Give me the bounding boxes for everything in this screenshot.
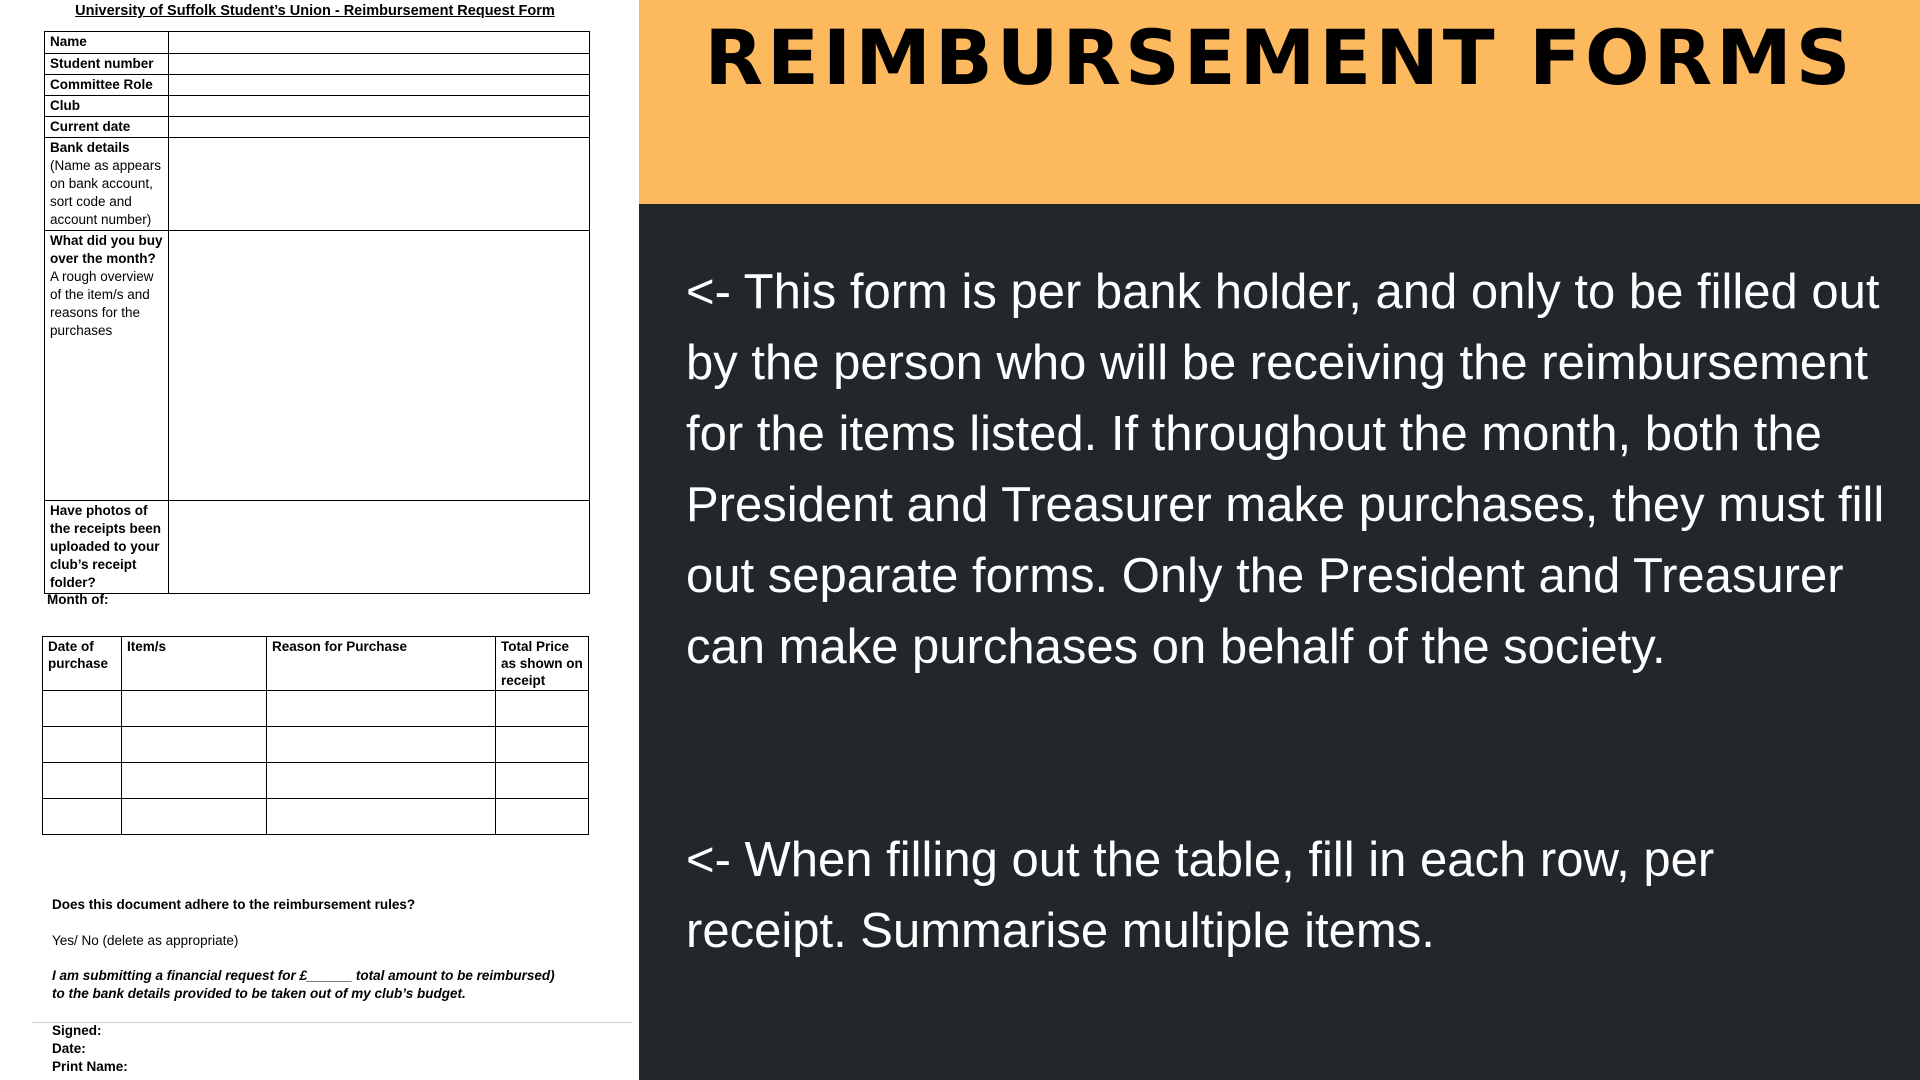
month-label: Month of: — [47, 592, 109, 607]
purchase-cell — [267, 763, 496, 799]
financial-request-line-1: I am submitting a financial request for £______ total amount to be reimbursed) — [52, 968, 555, 983]
purchase-header-date: Date of purchase — [43, 637, 122, 691]
field-label-purchases-overview: What did you buy over the month? A rough overview of the item/s and reasons for the purchases — [45, 231, 169, 501]
field-value-current-date — [169, 117, 590, 138]
signature-block — [52, 1022, 128, 1076]
financial-request-line-2: to the bank details provided to be taken out of my club’s budget. — [52, 986, 466, 1001]
field-value-committee-role — [169, 75, 590, 96]
purchase-cell — [43, 799, 122, 835]
field-label-name: Name — [45, 32, 169, 54]
purchase-table — [42, 636, 589, 835]
field-value-receipt-photos — [169, 501, 590, 594]
field-label-bank-details: Bank details (Name as appears on bank account, sort code and account number) — [45, 138, 169, 231]
purchase-cell — [496, 763, 589, 799]
purchase-cell — [267, 799, 496, 835]
purchase-cell — [122, 727, 267, 763]
purchase-row — [43, 691, 589, 727]
purchase-row — [43, 763, 589, 799]
reimbursement-form — [0, 0, 639, 1080]
field-value-club — [169, 96, 590, 117]
signed-label: Signed: — [52, 1023, 102, 1038]
financial-request-statement — [52, 967, 612, 1003]
purchase-cell — [496, 691, 589, 727]
purchase-cell — [122, 763, 267, 799]
purchase-header-items: Item/s — [122, 637, 267, 691]
date-label: Date: — [52, 1041, 86, 1056]
field-value-name — [169, 32, 590, 54]
info-paragraph-bank-holder: <- This form is per bank holder, and only to be filled out by the person who will be receiving the reimbursement for the items listed. If throughout the month, both the President and Treasurer make purchases, they must fill out separate forms. Only the President and Treasurer can make purchases on behalf of the society. — [686, 265, 1885, 674]
purchase-header-reason: Reason for Purchase — [267, 637, 496, 691]
field-value-student-number — [169, 54, 590, 75]
purchase-row — [43, 727, 589, 763]
field-value-bank-details — [169, 138, 590, 231]
purchase-cell — [122, 799, 267, 835]
purchase-cell — [496, 727, 589, 763]
purchase-cell — [122, 691, 267, 727]
bank-details-hint: (Name as appears on bank account, sort code and account number) — [50, 158, 162, 227]
purchase-cell — [267, 691, 496, 727]
field-label-receipt-photos: Have photos of the receipts been uploaded to your club’s receipt folder? — [45, 501, 169, 594]
purchase-cell — [43, 727, 122, 763]
page-heading: REIMBURSEMENT FORMS — [704, 13, 1855, 102]
purchase-cell — [267, 727, 496, 763]
field-label-committee-role: Committee Role — [45, 75, 169, 96]
yes-no-option: Yes/ No (delete as appropriate) — [52, 933, 239, 948]
form-title: University of Suffolk Student’s Union - Reimbursement Request Form — [75, 3, 555, 19]
purchase-header-total-price: Total Price as shown on receipt — [496, 637, 589, 691]
purchase-cell — [43, 763, 122, 799]
field-label-club: Club — [45, 96, 169, 117]
purchase-row — [43, 799, 589, 835]
info-paragraph-table-instructions: <- When filling out the table, fill in each row, per receipt. Summarise multiple items. — [686, 833, 1715, 958]
rules-question: Does this document adhere to the reimbursement rules? — [52, 897, 416, 912]
purchase-cell — [496, 799, 589, 835]
print-name-label: Print Name: — [52, 1059, 128, 1074]
field-value-purchases-overview — [169, 231, 590, 501]
field-label-student-number: Student number — [45, 54, 169, 75]
field-label-current-date: Current date — [45, 117, 169, 138]
purchases-overview-hint: A rough overview of the item/s and reasons for the purchases — [50, 269, 154, 338]
purchase-cell — [43, 691, 122, 727]
details-table — [44, 31, 590, 594]
